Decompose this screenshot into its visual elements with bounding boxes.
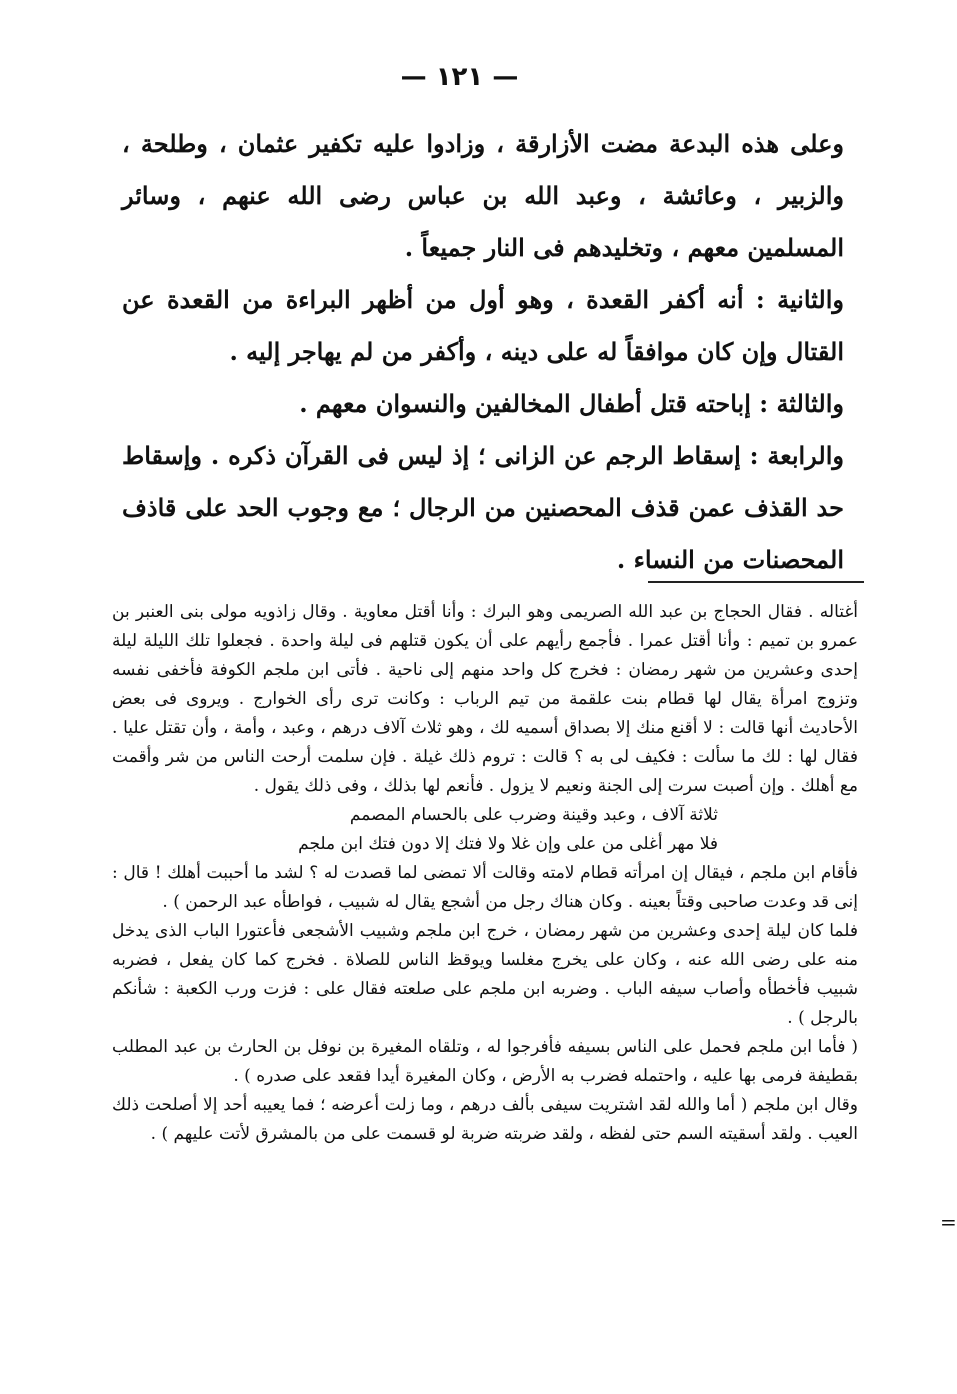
footnote-separator: [648, 581, 864, 583]
main-paragraph: والثالثة : إباحته قتل أطفال المخالفين والنسوان معهم .: [299, 389, 844, 418]
footnote-paragraph: وقال ابن ملجم ( أما والله لقد اشتريت سيفى بألف درهم ، وما زلت أعرضه ؛ فما يعيبه أحد إلا أصلحت ذلك العيب . ولقد أسقيته السم حتى لفظه ، ولقد ضربته ضربة لو قسمت على من بالمشرق لأتت عليهم ) .: [112, 1095, 858, 1144]
page-number: — ١٢١ —: [400, 62, 519, 92]
main-paragraph: والرابعة : إسقاط الرجم عن الزانى ؛ إذ ليس فى القرآن ذكره . وإسقاط حد القذف عمن قذف المحصنين من الرجال ؛ مع وجوب الحد على قاذف المحصنات من النساء .: [122, 441, 844, 574]
footnote-continuation-marker: =: [940, 1210, 957, 1234]
footnote-paragraph: فأقام ابن ملجم ، فيقال إن امرأته قطام لامته وقالت ألا تمضى لما قصدت له ؟ لشد ما أحببت أهلك ! قال : إنى قد وعدت صاحبى وقتاً بعينه . وكان هناك رجل من أشجع يقال له شبيب ، فواطأه عبد الرحمن ) .: [112, 863, 858, 912]
footnote-paragraph: أغتاله . فقال الحجاج بن عبد الله الصريمى وهو البرك : وأنا أقتل معاوية . وقال زاذويه مولى بنى العنبر بن عمرو بن تميم : وأنا أقتل عمرا . فأجمع رأيهم على أن يكون قتلهم فى ليلة واحدة . فجعلوا تلك الليلة ليلة إحدى وعشرين من شهر رمضان : فخرج كل واحد منهم إلى ناحية . فأتى ابن ملجم الكوفة فأخفى نفسه وتزوج امرأة يقال لها قطام بنت علقمة من تيم الرباب : وكانت ترى رأى الخوارج . ويروى فى بعض الأحاديث أنها قالت : لا أقنع منك إلا بصداق أسميه لك ، وهو ثلاث آلاف درهم ، وعبد ، وأمة ، وأن تقتل عليا . فقال لها : لك ما سألت : فكيف لى به ؟ قالت : تروم ذلك غيلة . فإن سلمت أرحت الناس من شر وأقمت مع أهلك . وإن أصبت سرت إلى الجنة ونعيم لا يزول . فأنعم لها بذلك ، وفى ذلك يقول .: [112, 602, 858, 796]
verse-line: ثلاثة آلاف ، وعبد وقينة وضرب على بالحسام المصمم: [349, 805, 718, 825]
footnote-paragraph: فلما كان ليلة إحدى وعشرين من شهر رمضان ، خرج ابن ملجم وشبيب الأشجعى فأعتورا الباب الذى يدخل منه على رضى الله عنه ، وكان على يخرج مغلسا ويوقظ الناس للصلاة . فخرج كما كان يفعل ، فضربه شبيب فأخطأه وأصاب سيفه الباب . وضربه ابن ملجم على صلعته فقال على : فزت ورب الكعبة : شأنكم بالرجل ) .: [112, 921, 858, 1028]
footnote-paragraph: ( فأما ابن ملجم فحمل على الناس بسيفه فأفرجوا له ، وتلقاه المغيرة بن نوفل بن الحارث بن عبد المطلب بقطيفة فرمى بها عليه ، واحتمله فضرب به الأرض ، وكان المغيرة أيدا فقعد على صدره ) .: [112, 1037, 858, 1086]
main-paragraph: والثانية : أنه أكفر القعدة ، وهو أول من أظهر البراءة من القعدة عن القتال وإن كان موافقاً له على دينه ، وأكفر من لم يهاجر إليه .: [122, 285, 844, 366]
main-paragraph: وعلى هذه البدعة مضت الأزارقة ، وزادوا عليه تكفير عثمان ، وطلحة ، والزبير ، وعائشة ، وعبد الله بن عباس رضى الله عنهم ، وسائر المسلمين معهم ، وتخليدهم فى النار جميعاً .: [122, 129, 844, 262]
main-text: [122, 118, 844, 586]
verse-line: فلا مهر أغلى من على وإن غلا ولا فتك إلا دون فتك ابن ملجم: [298, 834, 718, 854]
footnotes: [112, 598, 957, 1234]
